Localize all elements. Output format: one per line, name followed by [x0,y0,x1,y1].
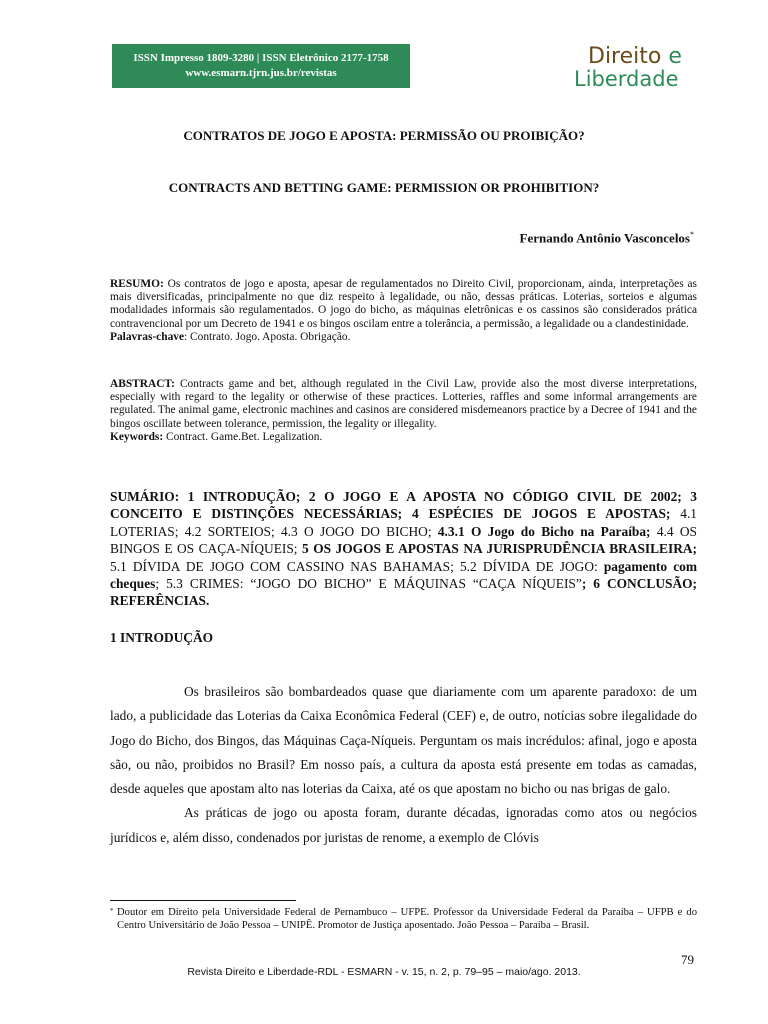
abstract-label: ABSTRACT: [110,378,175,390]
sumario-part-9: ; 6 CONCLUSÃO; REFERÊNCIAS. [110,576,697,609]
footnote-text: Doutor em Direito pela Universidade Federal de Pernambuco – UFPE. Professor da Universidade Federal da Paraíba – UFPB e do Centro Universitário de João Pessoa – UNIPÊ. Promotor de Justiça aposentado. João Pessoa – Paraíba – Brasil. [117,907,697,931]
paragraph: Os brasileiros são bombardeados quase que diariamente com um aparente paradoxo: de um lado, a publicidade das Loterias da Caixa Econômica Federal (CEF) e, de outro, notícias sobre ilegalidade do Jogo do Bicho, dos Bingos, das Máquinas Caça-Níqueis. Perguntam os mais incrédulos: afinal, jogo e aposta são, ou não, proibidos no Brasil? Em nosso país, a cultura da aposta está presente em todas as camadas, desde aqueles que apostam alto nas loterias da Caixa, até os que apostam no bicho ou nas brigas de galo. [110,684,697,797]
journal-url: www.esmarn.tjrn.jus.br/revistas [185,67,337,79]
logo-word-liberdade: Liberdade [574,67,679,91]
keywords-text: Contract. Game.Bet. Legalization. [163,430,323,443]
resumo-block [110,278,697,344]
journal-logo [574,40,694,92]
footnote-mark: * [110,907,114,915]
sumario-part-6: 5.1 DÍVIDA DE JOGO COM CASSINO NAS BAHAMAS; 5.2 DÍVIDA DE JOGO: [110,558,604,574]
sumario-part-3: 4.3.1 O Jogo do Bicho na Paraíba; [437,523,651,539]
page-number: 79 [681,952,694,967]
footnote-divider [110,900,296,901]
footnote [110,907,697,933]
sumario-part-8: ; 5.3 CRIMES: “JOGO DO BICHO” E MÁQUINAS “CAÇA NÍQUEIS” [155,576,582,592]
author-text: Fernando Antônio Vasconcelos [519,230,690,246]
issn-header-box [112,44,410,88]
paragraph: As práticas de jogo ou aposta foram, durante décadas, ignoradas como atos ou negócios jurídicos e, além disso, condenados por juristas de renome, a exemplo de Clóvis [110,805,697,845]
abstract-text: Contracts game and bet, although regulated in the Civil Law, provide also the most diverse interpretations, especially with regard to the legality or otherwise of these practices. Lotteries, raffles and some informal arrangements are regulated. The animal game, electronic machines and casinos are considered misdemeanors practice by a Decree of 1941 and the bingos oscillate between tolerance, permission, the legality or illegality. [110,378,697,430]
sumario-part-7: pagamento com cheques [110,558,697,592]
author-footnote-mark: * [690,230,694,239]
logo-word-direito: Direito [588,44,669,69]
title-portuguese: CONTRATOS DE JOGO E APOSTA: PERMISSÃO OU PROIBIÇÃO? [183,128,585,143]
issn-text: ISSN Impresso 1809-3280 | ISSN Eletrônico 2177-1758 [133,52,389,64]
palavras-chave-label: Palavras-chave [110,330,185,343]
logo-word-e: e [668,44,682,69]
palavras-chave-text: : Contrato. Jogo. Aposta. Obrigação. [184,330,351,343]
journal-reference: Revista Direito e Liberdade-RDL - ESMARN - v. 15, n. 2, p. 79–95 – maio/ago. 2013. [187,966,581,978]
title-english: CONTRACTS AND BETTING GAME: PERMISSION OR PROHIBITION? [168,180,600,195]
section-heading: 1 INTRODUÇÃO [110,630,214,645]
author-name [520,230,694,246]
sumario-part-4: 4.4 OS BINGOS E OS CAÇA-NÍQUEIS; [110,523,697,557]
abstract-block [110,378,697,444]
body-text [110,680,697,850]
resumo-label: RESUMO: [110,278,164,290]
resumo-text: Os contratos de jogo e aposta, apesar de regulamentados no Direito Civil, proporcionam, ainda, interpretações as mais diversificadas, principalmente no que diz respeito à legalidade, ou não, dessas práticas. Loterias, sorteios e algumas modalidades informais são regulamentados. O jogo do bicho, as máquinas eletrônicas e os cassinos são considerados prática contravencional por um Decreto de 1941 e os bingos oscilam entre a tolerância, a permissão, a legalidade ou a clandestinidade. [110,278,697,330]
keywords-label: Keywords: [110,430,164,443]
sumario-part-2: 4.1 LOTERIAS; 4.2 SORTEIOS; 4.3 O JOGO DO BICHO; [110,506,697,539]
sumario-part-5: 5 OS JOGOS E APOSTAS NA JURISPRUDÊNCIA BRASILEIRA; [302,541,697,557]
sumario-block [110,488,697,610]
sumario-part-1: SUMÁRIO: 1 INTRODUÇÃO; 2 O JOGO E A APOSTA NO CÓDIGO CIVIL DE 2002; 3 CONCEITO E DISTINÇÕES NECESSÁRIAS; 4 ESPÉCIES DE JOGOS E APOSTAS; [110,489,697,522]
